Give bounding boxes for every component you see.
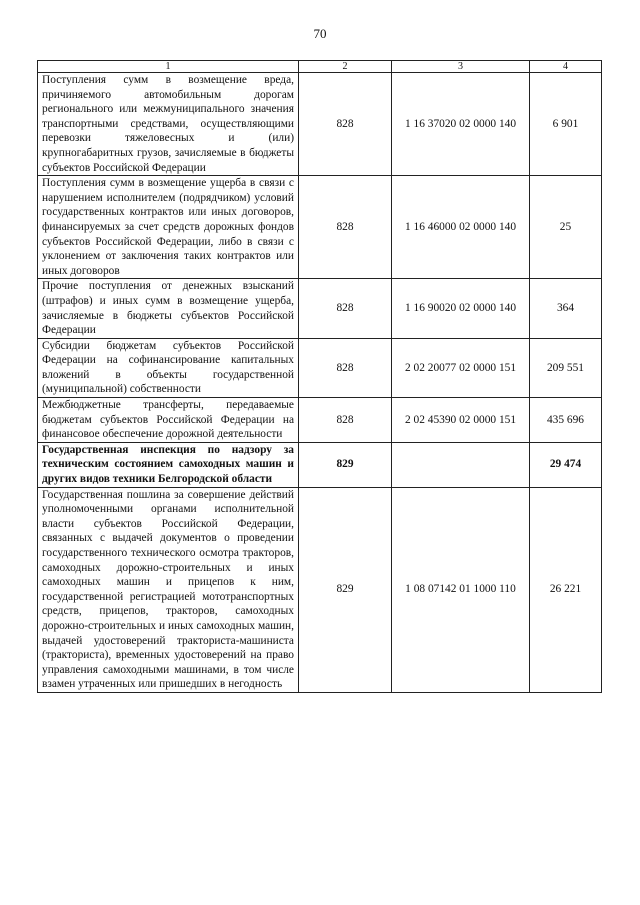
table-row — [38, 487, 602, 692]
budget-revenue-table — [37, 60, 602, 693]
table-header-row — [38, 61, 602, 73]
table-row — [38, 338, 602, 397]
row-amount: 6 901 — [530, 73, 602, 176]
row-description: Межбюджетные трансферты, передаваемые бюджетам субъектов Российской Федерации на финансовое обеспечение дорожной деятельности — [38, 398, 299, 443]
row-admin-code: 828 — [299, 73, 392, 176]
column-header-3: 3 — [392, 61, 530, 73]
column-header-2: 2 — [299, 61, 392, 73]
table-row-section-heading — [38, 442, 602, 487]
row-admin-code: 828 — [299, 338, 392, 397]
row-budget-classification-code: 2 02 45390 02 0000 151 — [392, 398, 530, 443]
section-heading-amount: 29 474 — [530, 442, 602, 487]
row-budget-classification-code: 1 16 90020 02 0000 140 — [392, 279, 530, 338]
row-amount: 25 — [530, 176, 602, 279]
row-admin-code: 829 — [299, 487, 392, 692]
row-budget-classification-code: 2 02 20077 02 0000 151 — [392, 338, 530, 397]
row-admin-code: 828 — [299, 398, 392, 443]
row-description: Субсидии бюджетам субъектов Российской Федерации на софинансирование капитальных вложений в объекты государственной (муниципальной) собственности — [38, 338, 299, 397]
row-budget-classification-code: 1 08 07142 01 1000 110 — [392, 487, 530, 692]
row-budget-classification-code: 1 16 46000 02 0000 140 — [392, 176, 530, 279]
row-budget-classification-code: 1 16 37020 02 0000 140 — [392, 73, 530, 176]
row-amount: 364 — [530, 279, 602, 338]
table-row — [38, 176, 602, 279]
table-row — [38, 73, 602, 176]
row-description: Поступления сумм в возмещение ущерба в связи с нарушением исполнителем (подрядчиком) условий государственных контрактов или иных договоров, финансируемых за счет средств дорожных фондов субъектов Российской Федерации, либо в связи с уклонением от заключения таких контрактов или иных договоров — [38, 176, 299, 279]
column-header-4: 4 — [530, 61, 602, 73]
row-description: Поступления сумм в возмещение вреда, причиняемого автомобильным дорогам регионального или межмуниципального значения транспортными средствами, осуществляющими перевозки тяжеловесных и (или) крупногабаритных грузов, зачисляемые в бюджеты субъектов Российской Федерации — [38, 73, 299, 176]
page-number: 70 — [313, 26, 327, 41]
row-admin-code: 828 — [299, 176, 392, 279]
row-description: Прочие поступления от денежных взысканий (штрафов) и иных сумм в возмещение ущерба, зачисляемые в бюджеты субъектов Российской Федерации — [38, 279, 299, 338]
row-amount: 209 551 — [530, 338, 602, 397]
row-admin-code: 828 — [299, 279, 392, 338]
section-heading-admin-code: 829 — [299, 442, 392, 487]
table-row — [38, 398, 602, 443]
table-row — [38, 279, 602, 338]
column-header-1: 1 — [38, 61, 299, 73]
section-heading-description: Государственная инспекция по надзору за техническим состоянием самоходных машин и других видов техники Белгородской области — [38, 442, 299, 487]
row-amount: 435 696 — [530, 398, 602, 443]
row-amount: 26 221 — [530, 487, 602, 692]
row-description: Государственная пошлина за совершение действий уполномоченными органами исполнительной власти субъектов Российской Федерации, связанных с выдачей документов о проведении государственного технического осмотра тракторов, самоходных дорожно-строительных и иных самоходных машин и прицепов к ним, государственной регистрацией мототранспортных средств, прицепов, тракторов, самоходных дорожно-строительных и иных самоходных машин, выдачей удостоверений тракториста-машиниста (тракториста), временных удостоверений на право управления самоходными машинами, в том числе взамен утраченных или пришедших в негодность — [38, 487, 299, 692]
section-heading-budget-classification-code — [392, 442, 530, 487]
